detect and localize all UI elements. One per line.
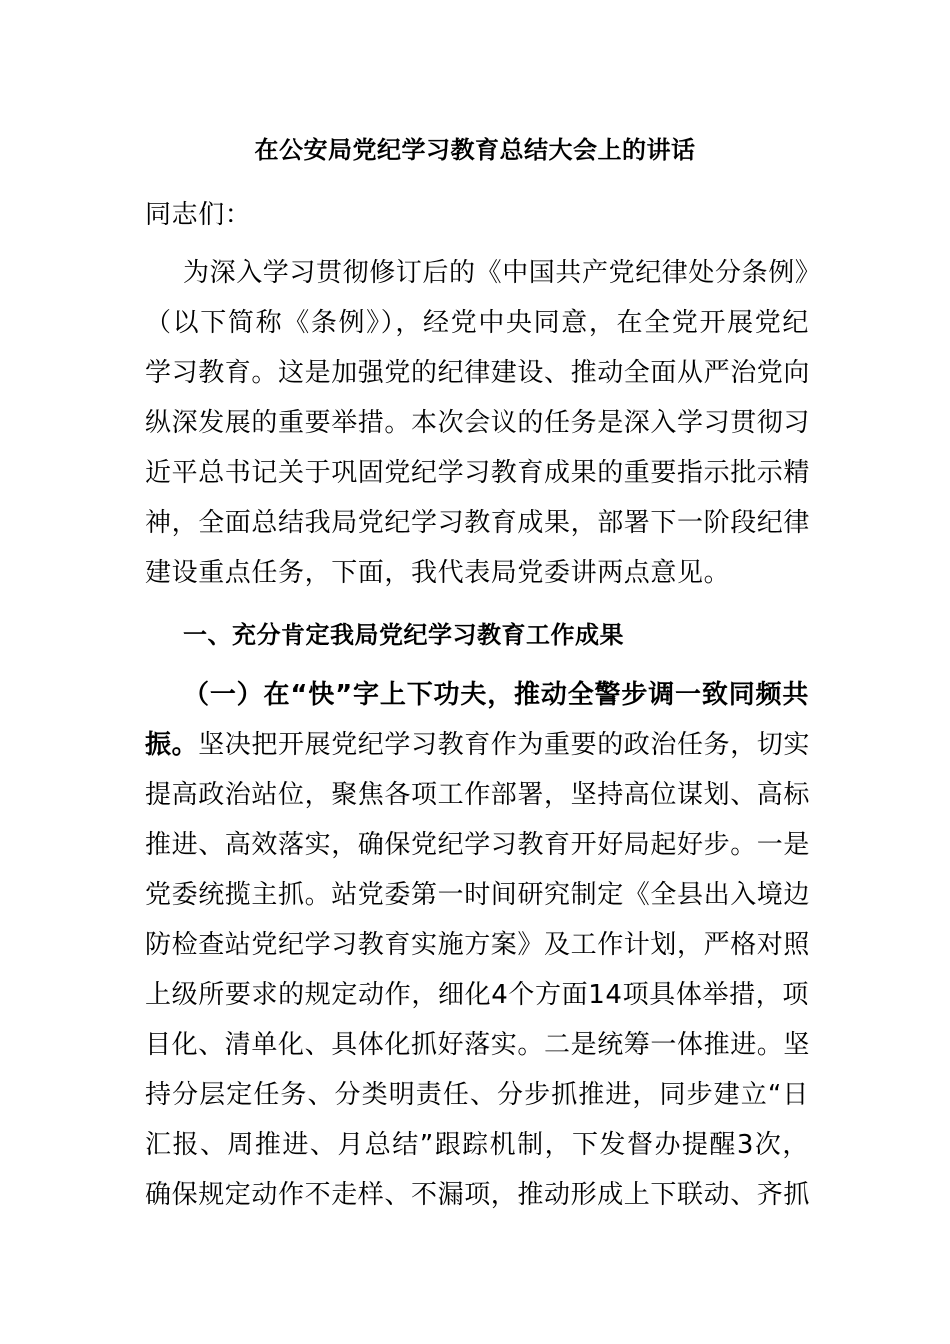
paragraph-line: 推进、高效落实，确保党纪学习教育开好局起好步。一是 [145,830,811,860]
paragraph-1 [145,248,822,598]
paragraph-line: 党委统揽主抓。站党委第一时间研究制定《全县出入境边 [145,880,811,910]
subsection-heading-end: 振。 [145,730,199,760]
paragraph-line: 持分层定任务、分类明责任、分步抓推进，同步建立“日 [145,1080,809,1110]
document-title: 在公安局党纪学习教育总结大会上的讲话 [254,136,696,164]
paragraph-line: 近平总书记关于巩固党纪学习教育成果的重要指示批示精 [145,458,811,488]
paragraph-line: 学习教育。这是加强党的纪律建设、推动全面从严治党向 [145,358,811,388]
subsection-heading: （一）在“快”字上下功夫，推动全警步调一致同频共 [183,680,809,710]
paragraph-line: 汇报、周推进、月总结”跟踪机制，下发督办提醒3次， [145,1130,809,1160]
greeting [145,190,809,240]
paragraph-line: 纵深发展的重要举措。本次会议的任务是深入学习贯彻习 [145,408,811,438]
greeting-line: 同志们： [145,200,252,230]
paragraph-line [145,720,809,770]
paragraph-2 [145,670,809,1220]
paragraph-line: 确保规定动作不走样、不漏项，推动形成上下联动、齐抓 [145,1180,811,1210]
paragraph-line: 神，全面总结我局党纪学习教育成果，部署下一阶段纪律 [145,508,811,538]
paragraph-line: 为深入学习贯彻修订后的《中国共产党纪律处分条例》 [183,258,822,288]
paragraph-line: （以下简称《条例》），经党中央同意，在全党开展党纪 [145,308,809,338]
paragraph-line: 提高政治站位，聚焦各项工作部署，坚持高位谋划、高标 [145,780,811,810]
paragraph-line: 建设重点任务，下面，我代表局党委讲两点意见。 [145,558,731,588]
paragraph-line: 防检查站党纪学习教育实施方案》及工作计划，严格对照 [145,930,811,960]
paragraph-line-text: 坚决把开展党纪学习教育作为重要的政治任务，切实 [198,730,811,760]
section-heading-1: 一、充分肯定我局党纪学习教育工作成果 [183,621,624,649]
paragraph-line: 目化、清单化、具体化抓好落实。二是统筹一体推进。坚 [145,1030,811,1060]
paragraph-line: 上级所要求的规定动作，细化4个方面14项具体举措，项 [145,980,809,1010]
